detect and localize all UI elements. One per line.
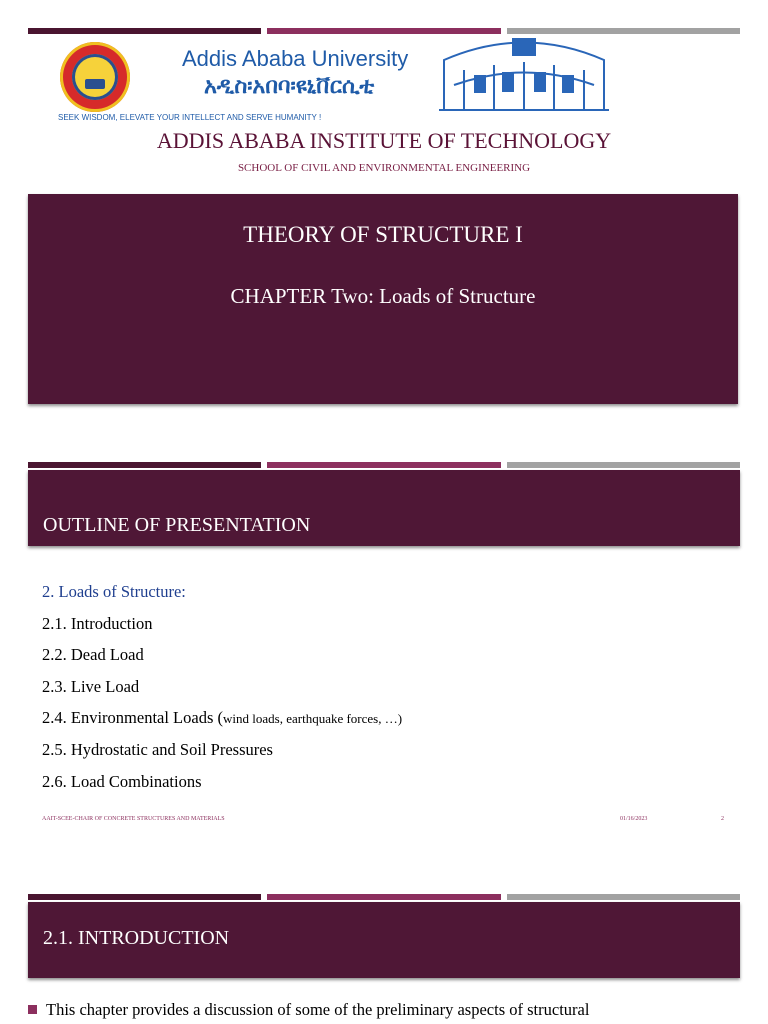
- outline-item: [42, 708, 722, 740]
- slide2-stripes: [28, 462, 740, 468]
- outline-item: [42, 645, 722, 677]
- university-name-english: Addis Ababa University: [182, 46, 409, 71]
- stripe-gray: [507, 894, 740, 900]
- outline-item: [42, 614, 722, 646]
- outline-header-panel: [28, 470, 740, 546]
- university-name-amharic: አዲስ፡አበባ፡ዩኒቨርሲቲ: [204, 74, 375, 99]
- stripe-maroon: [28, 894, 261, 900]
- outline-item: [42, 772, 722, 804]
- footer-chair: AAIT-SCEE-CHAIR OF CONCRETE STRUCTURES AND MATERIALS: [42, 816, 225, 822]
- stripe-gray: [507, 462, 740, 468]
- outline-item: [42, 582, 722, 614]
- footer-date: 01/16/2023: [620, 816, 648, 822]
- school-name: SCHOOL OF CIVIL AND ENVIRONMENTAL ENGINEERING: [237, 162, 531, 174]
- outline-item-text: 2.1. Introduction: [42, 613, 153, 633]
- stripe-magenta: [267, 894, 501, 900]
- outline-item: [42, 740, 722, 772]
- course-title: THEORY OF STRUCTURE I: [243, 222, 523, 247]
- university-motto: SEEK WISDOM, ELEVATE YOUR INTELLECT AND SERVE HUMANITY !: [58, 113, 322, 122]
- institute-name: ADDIS ABABA INSTITUTE OF TECHNOLOGY: [156, 128, 612, 153]
- introduction-header-panel: [28, 902, 740, 978]
- introduction-heading: 2.1. INTRODUCTION: [43, 927, 230, 949]
- top-stripes: [28, 28, 740, 34]
- bullet-paragraph: [28, 1000, 748, 1020]
- slide3-stripes: [28, 894, 740, 900]
- outline-item-text: 2.6. Load Combinations: [42, 771, 202, 791]
- bullet-text: This chapter provides a discussion of some of the preliminary aspects of structural: [46, 1000, 590, 1019]
- outline-item-note: wind loads, earthquake forces, …): [223, 711, 403, 727]
- outline-heading: OUTLINE OF PRESENTATION: [43, 514, 311, 536]
- chapter-title: CHAPTER Two: Loads of Structure: [230, 284, 536, 308]
- stripe-magenta: [267, 462, 501, 468]
- outline-item-text: 2.4. Environmental Loads (: [42, 708, 224, 728]
- square-bullet-icon: [28, 1005, 37, 1014]
- campus-building-icon: [434, 30, 614, 120]
- outline-list: [42, 582, 722, 803]
- outline-item-text: 2.3. Live Load: [42, 676, 140, 696]
- university-logo-banner: [58, 40, 618, 126]
- footer-page-number: 2: [721, 816, 724, 822]
- stripe-maroon: [28, 28, 261, 34]
- title-panel: [28, 194, 738, 404]
- outline-item-text: 2.2. Dead Load: [42, 645, 144, 665]
- outline-item-text: 2. Loads of Structure:: [42, 582, 186, 601]
- stripe-maroon: [28, 462, 261, 468]
- outline-item: [42, 677, 722, 709]
- outline-item-text: 2.5. Hydrostatic and Soil Pressures: [42, 739, 273, 759]
- university-seal-icon: [60, 42, 130, 112]
